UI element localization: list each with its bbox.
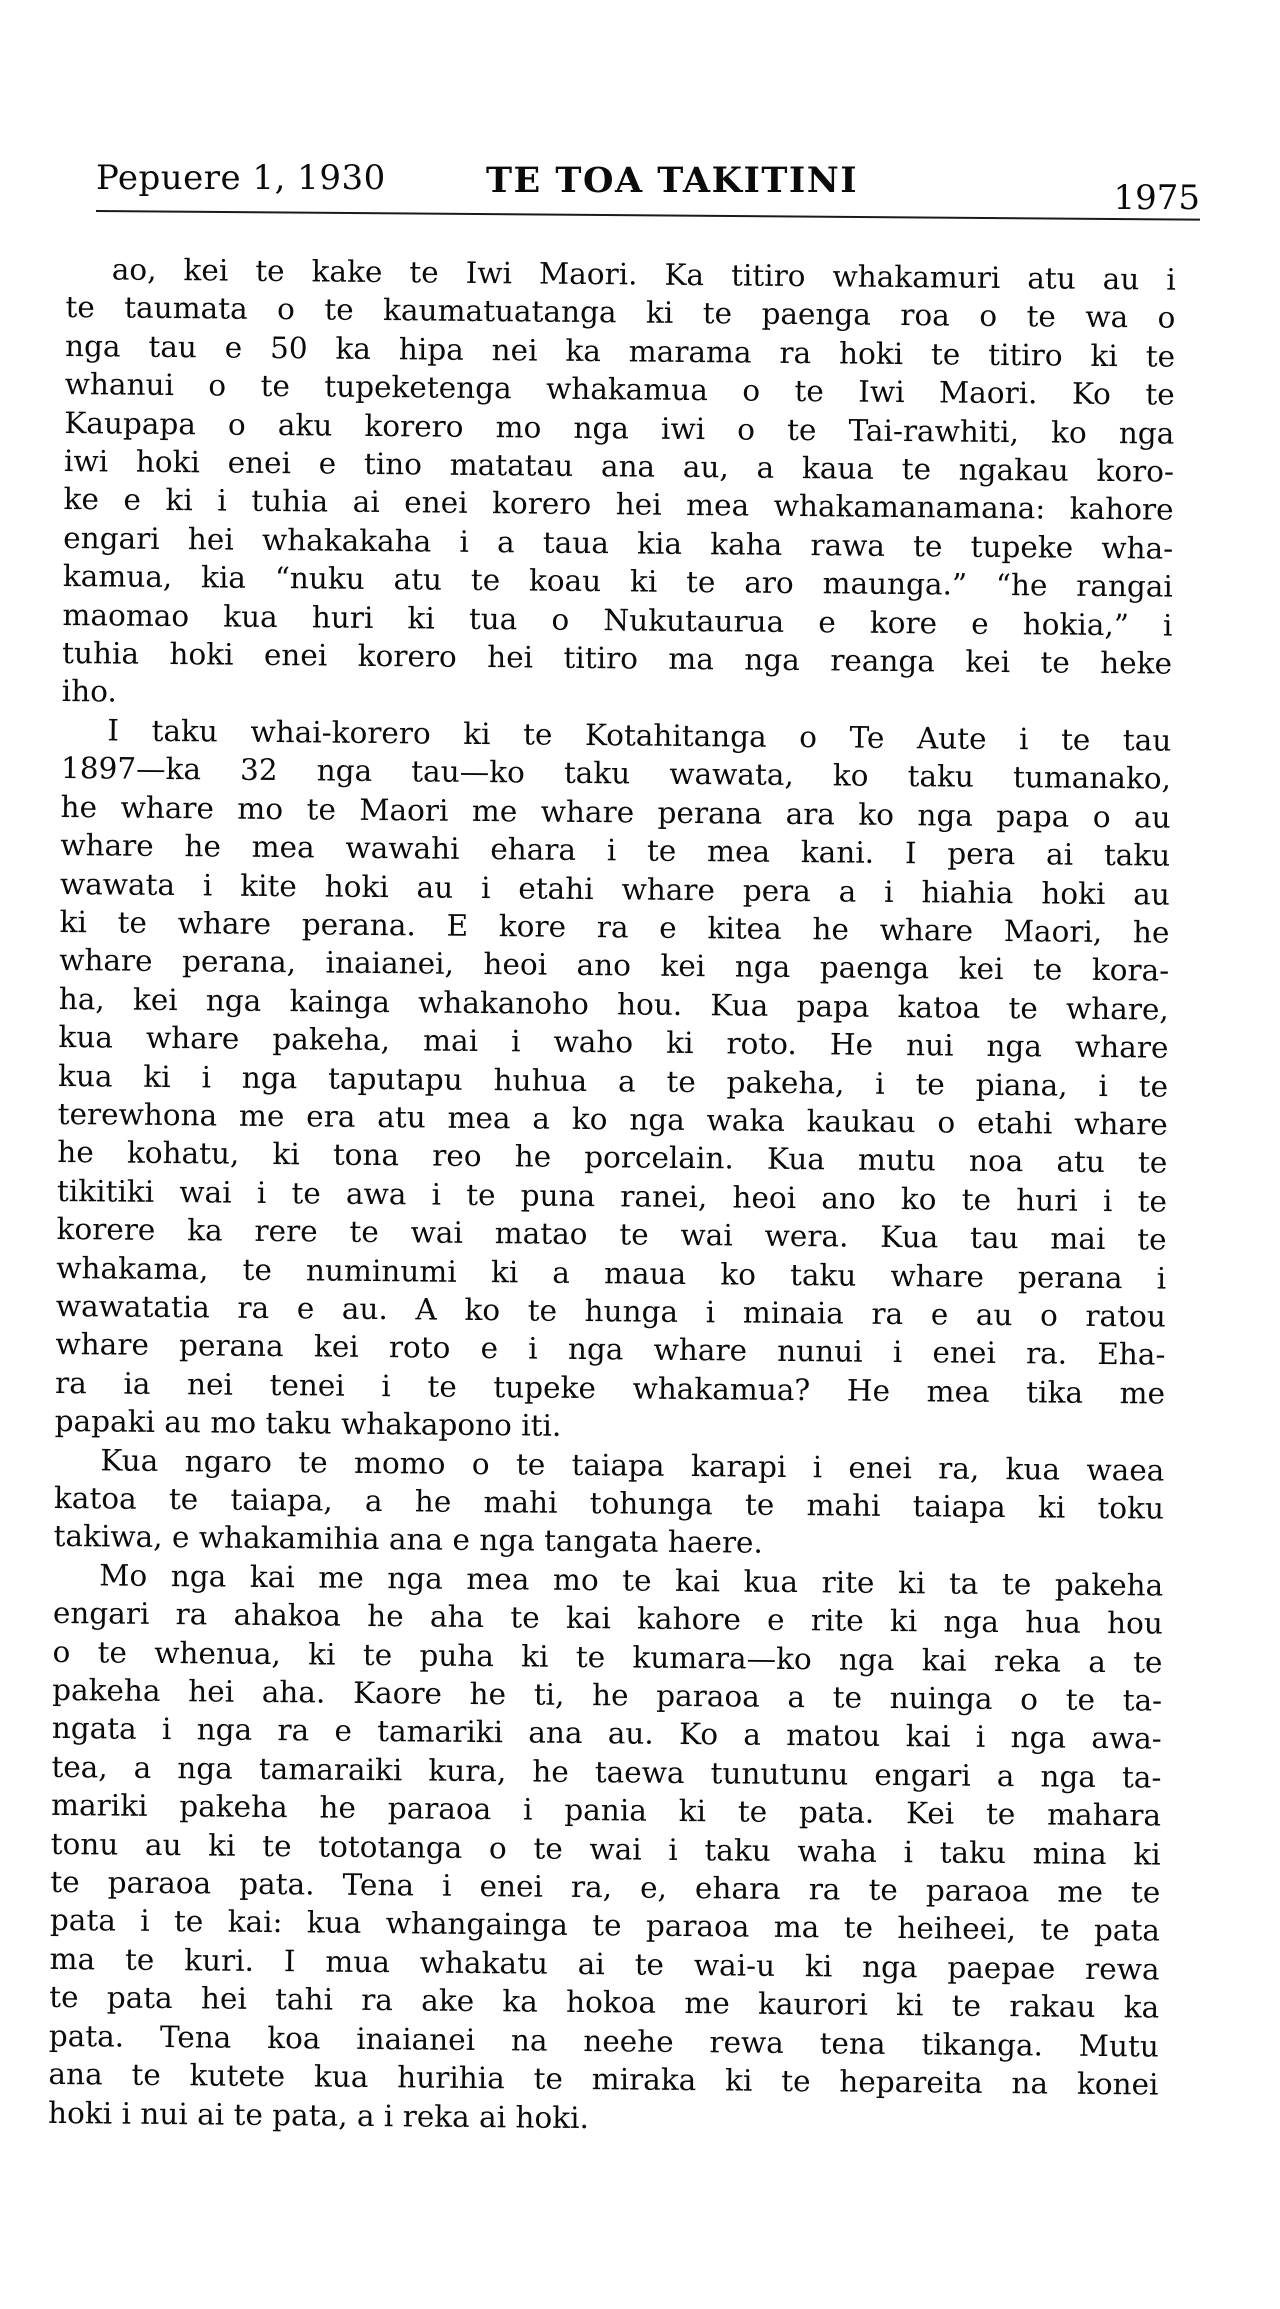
text-line: pakeha hei aha. Kaore he ti, he paraoa a te nuinga o te ta-: [52, 1672, 1163, 1718]
text-line: hoki i nui ai te pata, a i reka ai hoki.: [47, 2095, 590, 2135]
text-line: pata i te kai: kua whangainga te paraoa ma te heiheei, te pata: [49, 1903, 1161, 1949]
text-line: tikitiki wai i te awa i te puna ranei, heoi ano ko te huri i te: [56, 1173, 1168, 1219]
text-line: Mo nga kai me nga mea mo te kai kua rite ki ta te pakeha: [99, 1558, 1164, 1603]
text-line: ki te whare perana. E kore ra e kitea he whare Maori, he: [59, 904, 1170, 950]
text-line: Kaupapa o aku korero mo nga iwi o te Tai-rawhiti, ko nga: [64, 405, 1175, 451]
paragraph: [48, 1556, 1187, 2143]
text-line: kamua, kia “nuku atu te koau ki te aro maunga.” “he rangai: [62, 559, 1173, 604]
text-line: kua ki i nga taputapu huhua a te pakeha, i te piana, i te: [57, 1058, 1169, 1104]
text-line: iho.: [61, 674, 117, 709]
text-line: whare perana kei roto e i nga whare nunui i enei ra. Eha-: [55, 1327, 1166, 1372]
text-line: te pata hei tahi ra ake ka hokoa me kaurori ki te rakau ka: [49, 1980, 1160, 2025]
text-line: engari ra ahakoa he aha te kai kahore e rite ki nga hua hou: [52, 1596, 1164, 1641]
text-line: mariki pakeha he paraoa i pania ki te pata. Kei te mahara: [50, 1788, 1162, 1833]
text-line: terewhona me era atu mea a ko nga waka kaukau o etahi whare: [57, 1096, 1168, 1142]
text-line: whare perana, inaianei, heoi ano kei nga paenga kei te kora-: [59, 943, 1170, 988]
page-number: 1975: [1113, 178, 1200, 218]
text-line: ma te kuri. I mua whakatu ai te wai-u ki nga paepae rewa: [49, 1941, 1160, 1987]
text-line: ngata i nga ra e tamariki ana au. Ko a matou kai i nga awa-: [51, 1711, 1162, 1757]
text-line: pata. Tena koa inaianei na neehe rewa tena tikanga. Mutu: [48, 2018, 1159, 2064]
text-line: I taku whai-korero ki te Kotahitanga o Te Aute i te tau: [107, 713, 1172, 758]
paragraph: [53, 1441, 1188, 1567]
text-line: takiwa, e whakamihia ana e nga tangata haere.: [53, 1519, 764, 1561]
body-text: [48, 250, 1200, 2143]
text-line: tuhia hoki enei korero hei titiro ma nga reanga kei te heke: [61, 636, 1173, 681]
text-line: wawata i kite hoki au i etahi whare pera a i hiahia hoki au: [59, 866, 1171, 912]
running-header: [96, 148, 1200, 218]
text-line: tonu au ki te tototanga o te wai i taku waha i taku mina ki: [50, 1826, 1161, 1872]
text-line: whanui o te tupeketenga whakamua o te Iwi Maori. Ko te: [64, 367, 1175, 412]
header-title: TE TOA TAKITINI: [486, 160, 859, 201]
text-line: wawatatia ra e au. A ko te hunga i minaia ra e au o ratou: [55, 1288, 1166, 1334]
text-line: tea, a nga tamaraiki kura, he taewa tunutunu engari a nga ta-: [51, 1749, 1162, 1795]
text-line: maomao kua huri ki tua o Nukutaurua e kore e hokia,” i: [62, 597, 1173, 643]
text-line: 1897—ka 32 nga tau—ko taku wawata, ko taku tumanako,: [60, 751, 1172, 796]
header-date: Pepuere 1, 1930: [96, 158, 386, 198]
text-line: o te whenua, ki te puha ki te kumara—ko nga kai reka a te: [52, 1634, 1163, 1680]
text-line: te paraoa pata. Tena i enei ra, e, ehara ra te paraoa me te: [50, 1864, 1161, 1910]
header-rule: [96, 210, 1200, 221]
text-line: papaki au mo taku whakapono iti.: [54, 1404, 562, 1443]
text-line: whakama, te numinumi ki a maua ko taku whare perana i: [56, 1250, 1167, 1296]
text-line: katoa te taiapa, a he mahi tohunga te mahi taiapa ki toku: [53, 1480, 1165, 1526]
text-line: ao, kei te kake te Iwi Maori. Ka titiro whakamuri atu au i: [111, 252, 1176, 297]
text-line: ana te kutete kua hurihia te miraka ki te hepareita na konei: [48, 2057, 1159, 2102]
paragraph: [62, 250, 1200, 722]
text-line: kua whare pakeha, mai i waho ki roto. He nui nga whare: [58, 1020, 1169, 1065]
text-line: Kua ngaro te momo o te taiapa karapi i enei ra, kua waea: [100, 1442, 1165, 1488]
text-line: ha, kei nga kainga whakanoho hou. Kua papa katoa te whare,: [58, 981, 1169, 1027]
text-line: iwi hoki enei e tino matatau ana au, a kaua te ngakau koro-: [63, 444, 1175, 489]
text-line: engari hei whakakaha i a taua kia kaha rawa te tupeke wha-: [63, 520, 1174, 566]
text-line: he kohatu, ki tona reo he porcelain. Kua mutu noa atu te: [57, 1135, 1168, 1180]
text-line: nga tau e 50 ka hipa nei ka marama ra hoki te titiro ki te: [64, 328, 1176, 374]
text-line: korere ka rere te wai matao te wai wera. Kua tau mai te: [56, 1212, 1167, 1257]
paragraph: [55, 711, 1196, 1452]
text-line: he whare mo te Maori me whare perana ara ko nga papa o au: [60, 789, 1171, 835]
text-line: ra ia nei tenei i te tupeke whakamua? He mea tika me: [54, 1365, 1166, 1411]
text-line: te taumata o te kaumatuatanga ki te paenga roa o te wa o: [65, 290, 1176, 336]
text-line: ke e ki i tuhia ai enei korero hei mea whakamanamana: kahore: [63, 482, 1174, 528]
text-line: whare he mea wawahi ehara i te mea kani. I pera ai taku: [60, 828, 1171, 873]
